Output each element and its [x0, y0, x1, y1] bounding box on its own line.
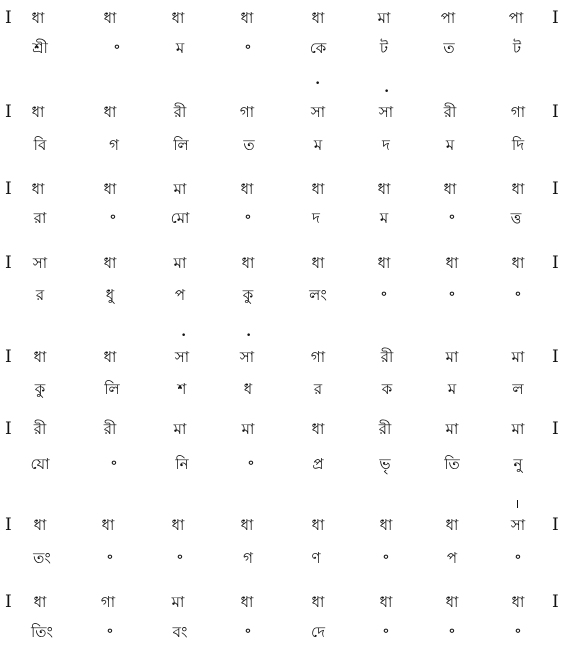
swara-note: ধা — [379, 593, 393, 611]
swara-note: ধা — [33, 516, 47, 534]
lyric-syllable: ক — [381, 380, 393, 398]
swara-note: ধা — [103, 9, 117, 27]
swara-note: ধা — [377, 180, 391, 198]
lyric-syllable: ম — [379, 209, 389, 227]
lyric-syllable: তি — [444, 455, 460, 473]
lyric-syllable: ॰ — [110, 455, 118, 473]
swara-note: মা — [377, 9, 391, 27]
lyric-line — [0, 377, 579, 401]
lyric-syllable: ম — [175, 39, 185, 57]
barline-left: I — [5, 515, 12, 535]
swara-note: মা — [445, 420, 459, 438]
swara-note: ধা — [511, 254, 525, 272]
swara-note: রী — [173, 103, 187, 121]
swara-note: ধা — [311, 180, 325, 198]
swara-note: ধা — [311, 593, 325, 611]
lyric-syllable: লি — [173, 136, 189, 154]
swara-note: ধা — [445, 516, 459, 534]
swara-note: ধা — [33, 593, 47, 611]
lyric-syllable: প্র — [312, 455, 324, 473]
swara-note: রী — [380, 348, 394, 366]
lyric-syllable: ট — [379, 39, 389, 57]
swara-note: ধা — [103, 180, 117, 198]
barline-right: I — [552, 253, 559, 273]
lyric-syllable: কু — [34, 380, 46, 398]
lyric-line — [0, 283, 579, 307]
lyric-syllable: গ — [109, 136, 119, 154]
lyric-syllable: গ — [243, 549, 253, 567]
swara-note: গা — [100, 593, 116, 611]
swara-note: গা — [310, 348, 326, 366]
barline-right: I — [552, 515, 559, 535]
swara-note: মা — [241, 420, 255, 438]
lyric-syllable: ণ — [311, 549, 321, 567]
lyric-syllable: কু — [242, 286, 254, 304]
swara-note: ধা — [101, 516, 115, 534]
lyric-syllable: ॰ — [382, 623, 390, 641]
lyric-line — [0, 206, 579, 230]
barline-left: I — [5, 179, 12, 199]
lyric-syllable: কে — [309, 39, 327, 57]
swara-note: মা — [171, 593, 185, 611]
lyric-syllable: বি — [33, 136, 47, 154]
lyric-syllable: তিং — [30, 623, 53, 641]
swara-note: মা — [173, 254, 187, 272]
swara-line — [0, 251, 579, 275]
swara-line — [0, 6, 579, 30]
lyric-syllable: শ — [177, 380, 187, 398]
swara-note: ধা — [31, 180, 45, 198]
swara-note: গা — [239, 103, 255, 121]
lyric-syllable: ॰ — [244, 209, 252, 227]
lyric-syllable: ॰ — [176, 549, 184, 567]
lyric-line — [0, 36, 579, 60]
swara-note: ধা — [103, 348, 117, 366]
swara-note: ধা — [31, 9, 45, 27]
swara-note: সা — [510, 516, 526, 534]
lyric-syllable: ॰ — [514, 549, 522, 567]
lyric-syllable: ধু — [105, 286, 115, 304]
swara-note: ধা — [511, 593, 525, 611]
barline-right: I — [552, 419, 559, 439]
swara-note: পা — [508, 9, 524, 27]
lyric-syllable: র — [35, 286, 45, 304]
lyric-syllable: ধ — [243, 380, 253, 398]
swara-note: ধা — [241, 254, 255, 272]
lyric-syllable: ॰ — [448, 623, 456, 641]
barline-right: I — [552, 8, 559, 28]
lyric-syllable: ম — [447, 380, 457, 398]
lyric-syllable: ম — [313, 136, 323, 154]
lyric-syllable: ম — [445, 136, 455, 154]
swara-note: পা — [440, 9, 456, 27]
swara-note: ধা — [171, 9, 185, 27]
swara-note: ধা — [443, 180, 457, 198]
lyric-syllable: ॰ — [448, 209, 456, 227]
swara-note: মা — [511, 348, 525, 366]
barline-right: I — [552, 347, 559, 367]
octave-dot: • — [384, 87, 390, 97]
barline-right: I — [552, 102, 559, 122]
swara-note: ধা — [311, 254, 325, 272]
lyric-syllable: ॰ — [106, 549, 114, 567]
lyric-syllable: দে — [311, 623, 325, 641]
swara-note: মা — [511, 420, 525, 438]
lyric-syllable: লি — [104, 380, 120, 398]
swara-note: ধা — [103, 103, 117, 121]
swara-note: রী — [443, 103, 457, 121]
octave-dot: • — [181, 331, 187, 341]
lyric-syllable: ॰ — [448, 286, 456, 304]
barline-left: I — [5, 8, 12, 28]
lyric-syllable: ॰ — [109, 209, 117, 227]
swara-note: ধা — [445, 593, 459, 611]
barline-left: I — [5, 347, 12, 367]
lyric-syllable: ॰ — [113, 39, 121, 57]
swara-note: মা — [173, 180, 187, 198]
lyric-syllable: ॰ — [244, 623, 252, 641]
swara-note: সা — [174, 348, 190, 366]
lyric-syllable: তং — [33, 549, 51, 567]
swara-note: রী — [33, 420, 47, 438]
lyric-syllable: বং — [172, 623, 188, 641]
swara-note: ধা — [311, 9, 325, 27]
lyric-syllable: শ্রী — [32, 39, 48, 57]
lyric-syllable: ॰ — [106, 623, 114, 641]
lyric-syllable: ভৃ — [379, 455, 391, 473]
swara-line — [0, 513, 579, 537]
lyric-line — [0, 546, 579, 570]
barline-left: I — [5, 592, 12, 612]
lyric-syllable: ॰ — [244, 39, 252, 57]
swara-note: ধা — [240, 180, 254, 198]
swara-line — [0, 590, 579, 614]
lyric-syllable: দ — [312, 209, 320, 227]
lyric-syllable: র — [313, 380, 323, 398]
lyric-syllable: মো — [170, 209, 190, 227]
lyric-syllable: ত্ত — [510, 209, 522, 227]
swara-note: ধা — [240, 9, 254, 27]
octave-mark — [517, 500, 518, 508]
barline-right: I — [552, 179, 559, 199]
lyric-syllable: ট — [512, 39, 522, 57]
swara-note: ধা — [240, 516, 254, 534]
barline-right: I — [552, 592, 559, 612]
swara-line — [0, 100, 579, 124]
lyric-syllable: দি — [511, 136, 525, 154]
swara-note: ধা — [240, 593, 254, 611]
lyric-syllable: ॰ — [514, 623, 522, 641]
barline-left: I — [5, 102, 12, 122]
lyric-line — [0, 452, 579, 476]
lyric-syllable: প — [446, 549, 458, 567]
swara-note: ধা — [379, 516, 393, 534]
swara-note: সা — [32, 254, 48, 272]
barline-left: I — [5, 253, 12, 273]
swara-note: রী — [378, 420, 392, 438]
swara-note: সা — [310, 103, 326, 121]
swara-note: ধা — [103, 254, 117, 272]
lyric-syllable: ল — [512, 380, 524, 398]
lyric-line — [0, 620, 579, 644]
octave-dot: • — [315, 79, 321, 89]
lyric-syllable: নি — [175, 455, 189, 473]
octave-dot: • — [246, 331, 252, 341]
swara-note: ধা — [377, 254, 391, 272]
lyric-syllable: ॰ — [247, 455, 255, 473]
lyric-syllable: লং — [309, 286, 327, 304]
swara-note: রী — [103, 420, 117, 438]
swara-note: ধা — [311, 420, 325, 438]
lyric-syllable: যো — [30, 455, 50, 473]
lyric-syllable: ॰ — [382, 549, 390, 567]
lyric-syllable: দ — [382, 136, 390, 154]
lyric-syllable: ॰ — [380, 286, 388, 304]
swara-note: গা — [510, 103, 526, 121]
swara-note: ধা — [511, 180, 525, 198]
lyric-syllable: ॰ — [514, 286, 522, 304]
swara-note: ধা — [445, 254, 459, 272]
lyric-line — [0, 133, 579, 157]
lyric-syllable: ত — [243, 136, 255, 154]
lyric-syllable: প — [174, 286, 186, 304]
swara-note: সা — [239, 348, 255, 366]
swara-note: মা — [445, 348, 459, 366]
lyric-syllable: রা — [33, 209, 47, 227]
swara-line — [0, 345, 579, 369]
lyric-syllable: ত — [443, 39, 455, 57]
swara-note: ধা — [31, 103, 45, 121]
swara-note: ধা — [311, 516, 325, 534]
lyric-syllable: নু — [513, 455, 523, 473]
swara-line — [0, 177, 579, 201]
swara-note: ধা — [33, 348, 47, 366]
swara-note: ধা — [171, 516, 185, 534]
barline-left: I — [5, 419, 12, 439]
swara-note: মা — [173, 420, 187, 438]
swara-line — [0, 417, 579, 441]
swara-note: সা — [378, 103, 394, 121]
